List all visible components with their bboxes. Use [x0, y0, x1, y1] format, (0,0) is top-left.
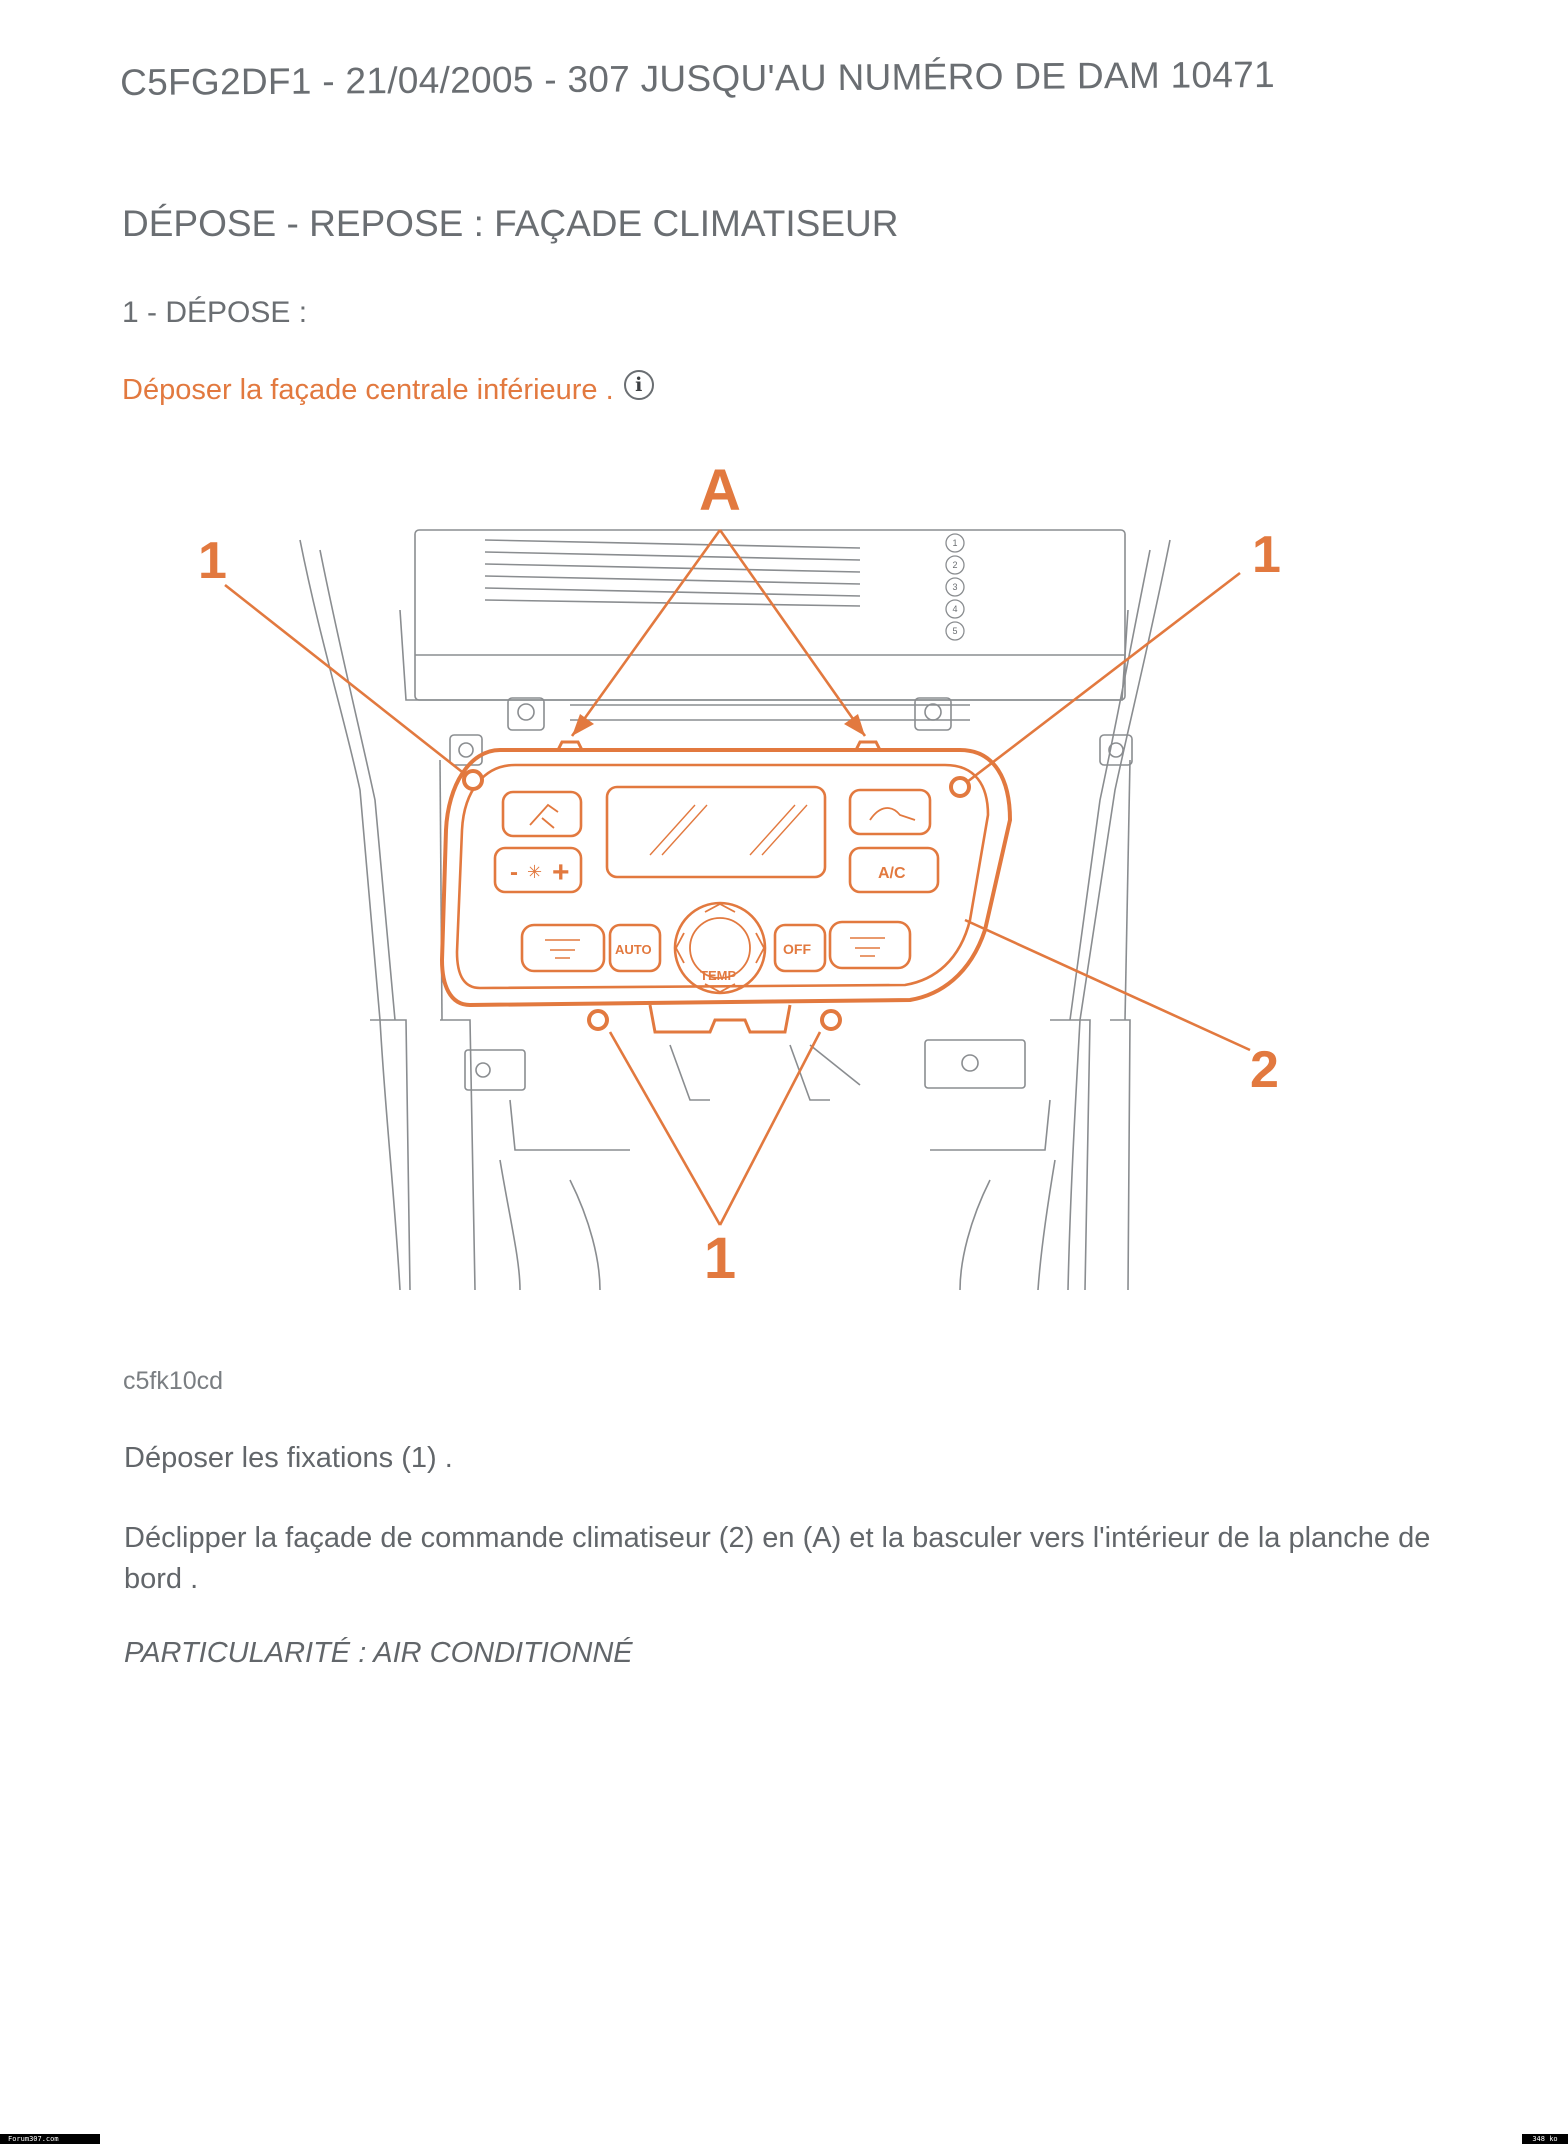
radio-button-5-label: 5 — [952, 626, 958, 636]
footer-site-label: Forum307.com — [0, 2134, 100, 2144]
panel-label-fan-plus: + — [552, 856, 570, 889]
technical-illustration — [170, 460, 1380, 1310]
radio-button-2-label: 2 — [952, 560, 958, 570]
procedure-link-row — [122, 370, 654, 410]
footer-file-size: 348 ko — [1522, 2134, 1568, 2144]
panel-label-auto: AUTO — [615, 942, 652, 957]
dashboard-line-art — [300, 530, 1170, 1290]
fixation-right — [951, 778, 969, 796]
callout-panel: 2 — [1250, 1041, 1279, 1099]
instruction-1: Déposer les fixations (1) . — [124, 1442, 453, 1474]
procedure-link[interactable]: Déposer la façade centrale inférieure . — [122, 373, 614, 406]
figure-reference: c5fk10cd — [123, 1367, 224, 1395]
radio-button-3-label: 3 — [952, 582, 958, 592]
fixation-bottom-right — [822, 1011, 840, 1029]
fixation-bottom-left — [589, 1011, 607, 1029]
info-icon[interactable]: i — [624, 370, 654, 400]
callout-fixation-bottom: 1 — [703, 1226, 737, 1291]
panel-label-temp: TEMP — [700, 968, 737, 983]
particularity-note: PARTICULARITÉ : AIR CONDITIONNÉ — [124, 1637, 633, 1669]
document-header: C5FG2DF1 - 21/04/2005 - 307 JUSQU'AU NUMÉRO DE DAM 10471 — [120, 53, 1276, 103]
callout-a: A — [699, 460, 741, 523]
callout-fixation-right: 1 — [1252, 526, 1281, 584]
panel-label-ac: A/C — [878, 865, 906, 882]
fan-icon: ✳ — [527, 862, 543, 882]
climate-control-panel — [442, 742, 1010, 1032]
radio-preset-buttons — [946, 534, 964, 640]
instruction-2: Déclipper la façade de commande climatiseur (2) en (A) et la basculer vers l'intérieur de la planche de bord . — [124, 1522, 1431, 1595]
arrowheads — [572, 714, 865, 736]
fixation-left — [464, 771, 482, 789]
radio-button-1-label: 1 — [952, 538, 958, 548]
callout-fixation-left: 1 — [198, 532, 227, 590]
panel-label-off: OFF — [783, 941, 811, 957]
section-title: DÉPOSE - REPOSE : FAÇADE CLIMATISEUR — [122, 203, 899, 244]
step-heading: 1 - DÉPOSE : — [122, 296, 308, 329]
radio-button-4-label: 4 — [952, 604, 958, 614]
panel-label-fan-minus: - — [510, 859, 518, 886]
